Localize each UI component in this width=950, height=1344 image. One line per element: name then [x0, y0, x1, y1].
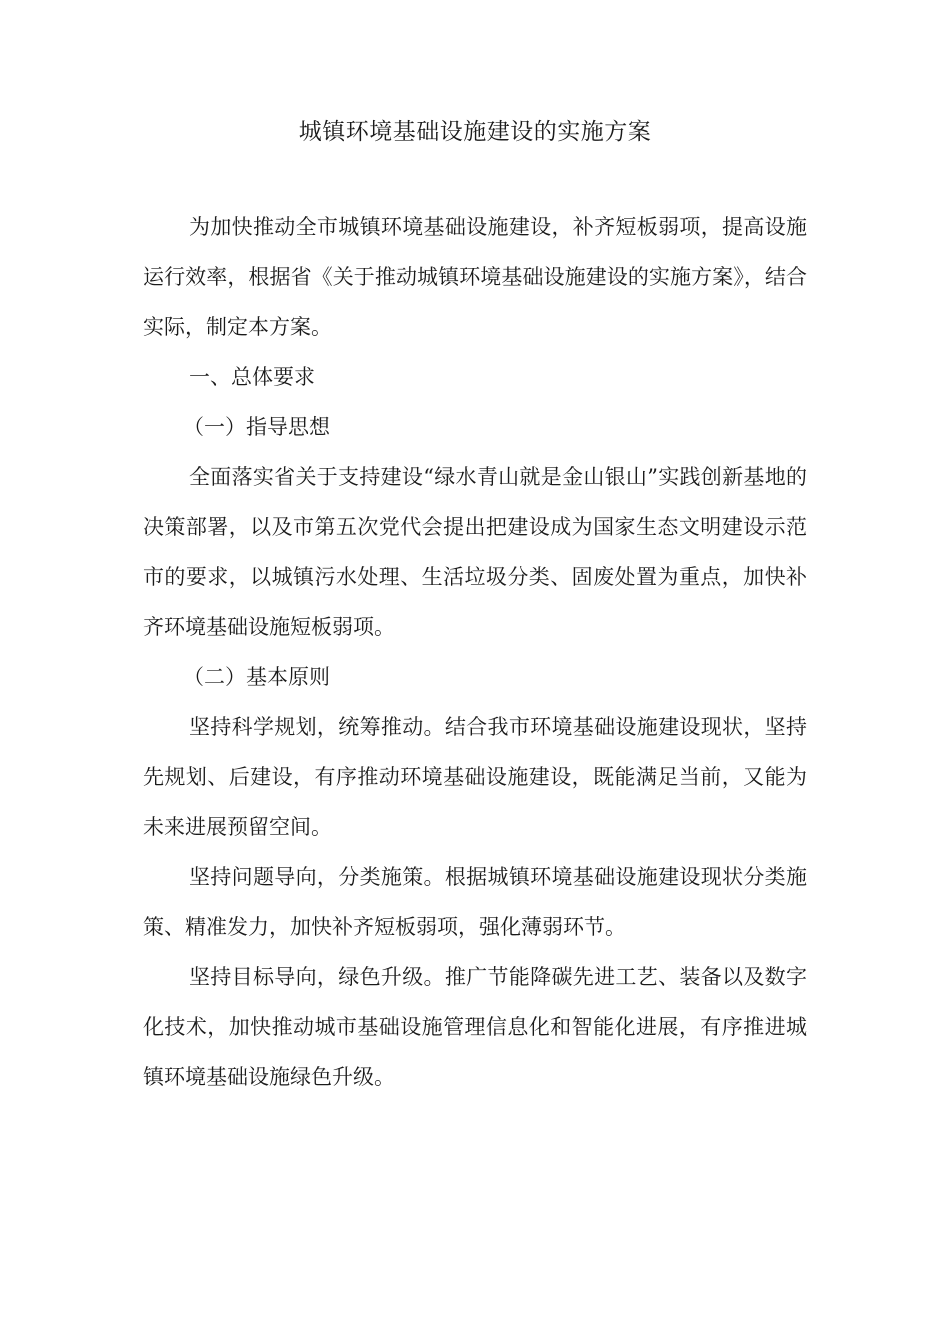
- guiding-ideology-paragraph: 全面落实省关于支持建设“绿水青山就是金山银山”实践创新基地的决策部署，以及市第五次党代会提出把建设成为国家生态文明建设示范市的要求，以城镇污水处理、生活垃圾分类、固废处置为重点，加快补齐环境基础设施短板弱项。: [143, 465, 807, 639]
- section-heading-general-requirements: 一、总体要求: [189, 365, 315, 389]
- document-body: [143, 202, 807, 1102]
- principle-paragraph-green-upgrade: 坚持目标导向，绿色升级。推广节能降碳先进工艺、装备以及数字化技术，加快推动城市基础设施管理信息化和智能化进展，有序推进城镇环境基础设施绿色升级。: [143, 965, 807, 1089]
- subsection-heading-basic-principles: （二）基本原则: [183, 665, 330, 689]
- intro-paragraph: 为加快推动全市城镇环境基础设施建设，补齐短板弱项，提高设施运行效率，根据省《关于推动城镇环境基础设施建设的实施方案》，结合实际，制定本方案。: [143, 215, 807, 339]
- document-title: 城镇环境基础设施建设的实施方案: [298, 119, 652, 145]
- principle-paragraph-planning: 坚持科学规划，统筹推动。结合我市环境基础设施建设现状，坚持先规划、后建设，有序推动环境基础设施建设，既能满足当前，又能为未来进展预留空间。: [143, 715, 807, 839]
- principle-paragraph-problem-oriented: 坚持问题导向，分类施策。根据城镇环境基础设施建设现状分类施策、精准发力，加快补齐短板弱项，强化薄弱环节。: [143, 865, 807, 939]
- subsection-heading-guiding-ideology: （一）指导思想: [183, 415, 330, 439]
